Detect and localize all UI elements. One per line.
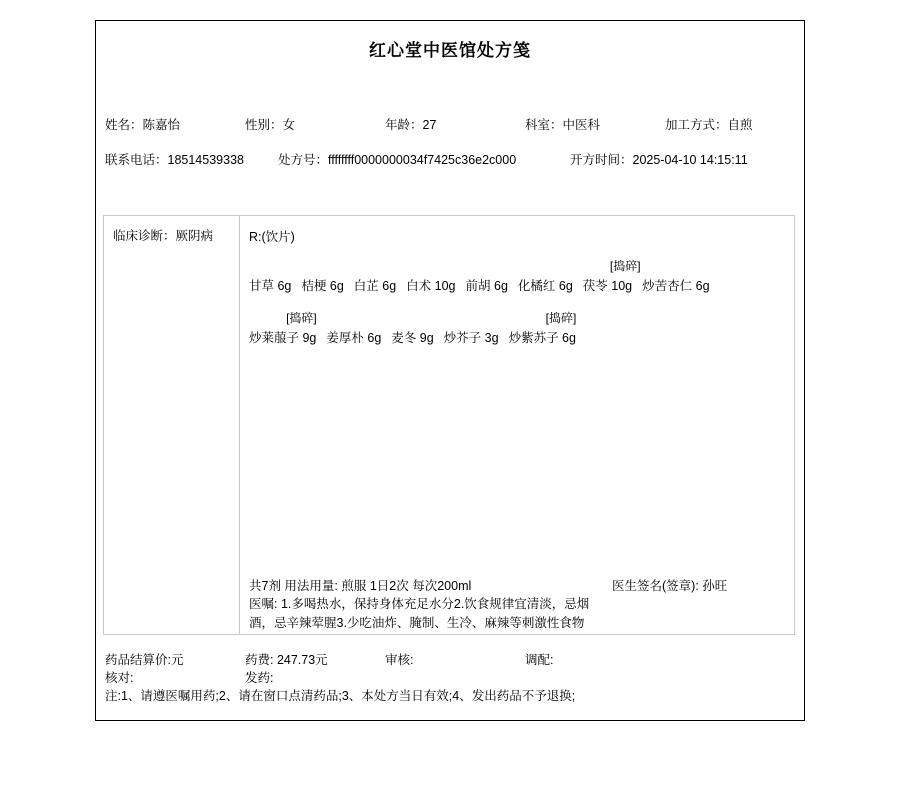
settlement-row — [105, 650, 553, 668]
pound-crush-annotation: [捣碎] — [609, 259, 641, 273]
medicine-item — [391, 328, 433, 346]
medicine-item — [508, 311, 577, 346]
contact-phone: 联系电话：18514539338 — [105, 153, 244, 167]
medicine-item — [301, 276, 343, 294]
medicine-name-dose: 麦冬 9g — [391, 331, 434, 345]
department: 科室：中医科 — [525, 118, 601, 132]
medicine-name-dose: 甘草 6g — [249, 279, 292, 293]
diagnosis-text: 临床诊断：厥阴病 — [113, 229, 214, 243]
medicine-name-dose: 化橘红 6g — [517, 279, 573, 293]
issue-time: 开方时间：2025-04-10 14:15:11 — [570, 153, 748, 167]
dosage-usage: 共7剂 用法用量: 煎服 1日2次 每次200ml — [249, 579, 472, 593]
medicine-item — [582, 259, 641, 294]
medicine-line — [249, 307, 794, 346]
medicine-name-dose: 白术 10g — [406, 279, 456, 293]
patient-name: 姓名：陈嘉怡 — [105, 118, 181, 132]
medicine-name-dose: 白芷 6g — [353, 279, 397, 293]
prescription-body-box — [103, 215, 795, 635]
settle-price: 药品结算价:元 — [105, 653, 184, 667]
medicine-name-dose: 前胡 6g — [465, 279, 508, 293]
clinical-diagnosis — [104, 216, 240, 634]
medicine-item — [444, 328, 499, 346]
notes-line: 注:1、请遵医嘱用药;2、请在窗口点清药品;3、本处方当日有效;4、发出药品不予退换; — [105, 689, 576, 703]
medicine-line — [249, 255, 794, 294]
medicine-name-dose: 炒芥子 3g — [443, 331, 499, 345]
prepare-field: 调配: — [525, 653, 554, 667]
medicine-name-dose: 桔梗 6g — [301, 279, 344, 293]
review-field: 审核: — [385, 653, 414, 667]
medicine-list — [249, 255, 794, 346]
patient-info-row-2 — [105, 150, 748, 168]
doctor-signature: 医生签名(签章): 孙旺 — [612, 579, 728, 593]
medicine-item — [326, 328, 381, 346]
prescription-number: 处方号：ffffffff0000000034f7425c36e2c000 — [278, 153, 517, 167]
medicine-item — [406, 276, 455, 294]
medicine-item — [466, 276, 508, 294]
check-field: 核对: — [105, 671, 134, 685]
medicine-name-dose: 茯苓 10g — [582, 279, 633, 293]
check-row — [105, 668, 273, 686]
medicine-item — [642, 276, 709, 294]
patient-age: 年龄：27 — [385, 118, 437, 132]
medicine-name-dose: 姜厚朴 6g — [326, 331, 382, 345]
medicine-name-dose: 炒莱菔子 9g — [249, 331, 317, 345]
patient-info-row-1 — [105, 115, 753, 133]
medicine-name-dose: 炒苦杏仁 6g — [642, 279, 710, 293]
medicine-item — [249, 311, 317, 346]
processing-method: 加工方式：自煎 — [665, 118, 753, 132]
pound-crush-annotation: [捣碎] — [545, 311, 577, 325]
medicine-item — [354, 276, 396, 294]
dispense-field: 发药: — [245, 671, 274, 685]
rx-content — [242, 216, 794, 634]
medical-advice: 医嘱: 1.多喝热水，保持身体充足水分2.饮食规律宜清淡，忌烟酒，忌辛辣荤腥3.少吃油炸、腌制、生冷、麻辣等刺激性食物 — [249, 597, 590, 630]
medicine-name-dose: 炒紫苏子 6g — [508, 331, 576, 345]
medicine-fee: 药费: 247.73元 — [245, 653, 328, 667]
page-title: 红心堂中医馆处方笺 — [369, 41, 531, 60]
rx-header: R:(饮片) — [249, 230, 295, 244]
medicine-item — [249, 276, 291, 294]
pound-crush-annotation: [捣碎] — [286, 311, 317, 325]
patient-gender: 性别：女 — [245, 118, 296, 132]
prescription-sheet — [95, 20, 805, 721]
medicine-item — [518, 276, 573, 294]
